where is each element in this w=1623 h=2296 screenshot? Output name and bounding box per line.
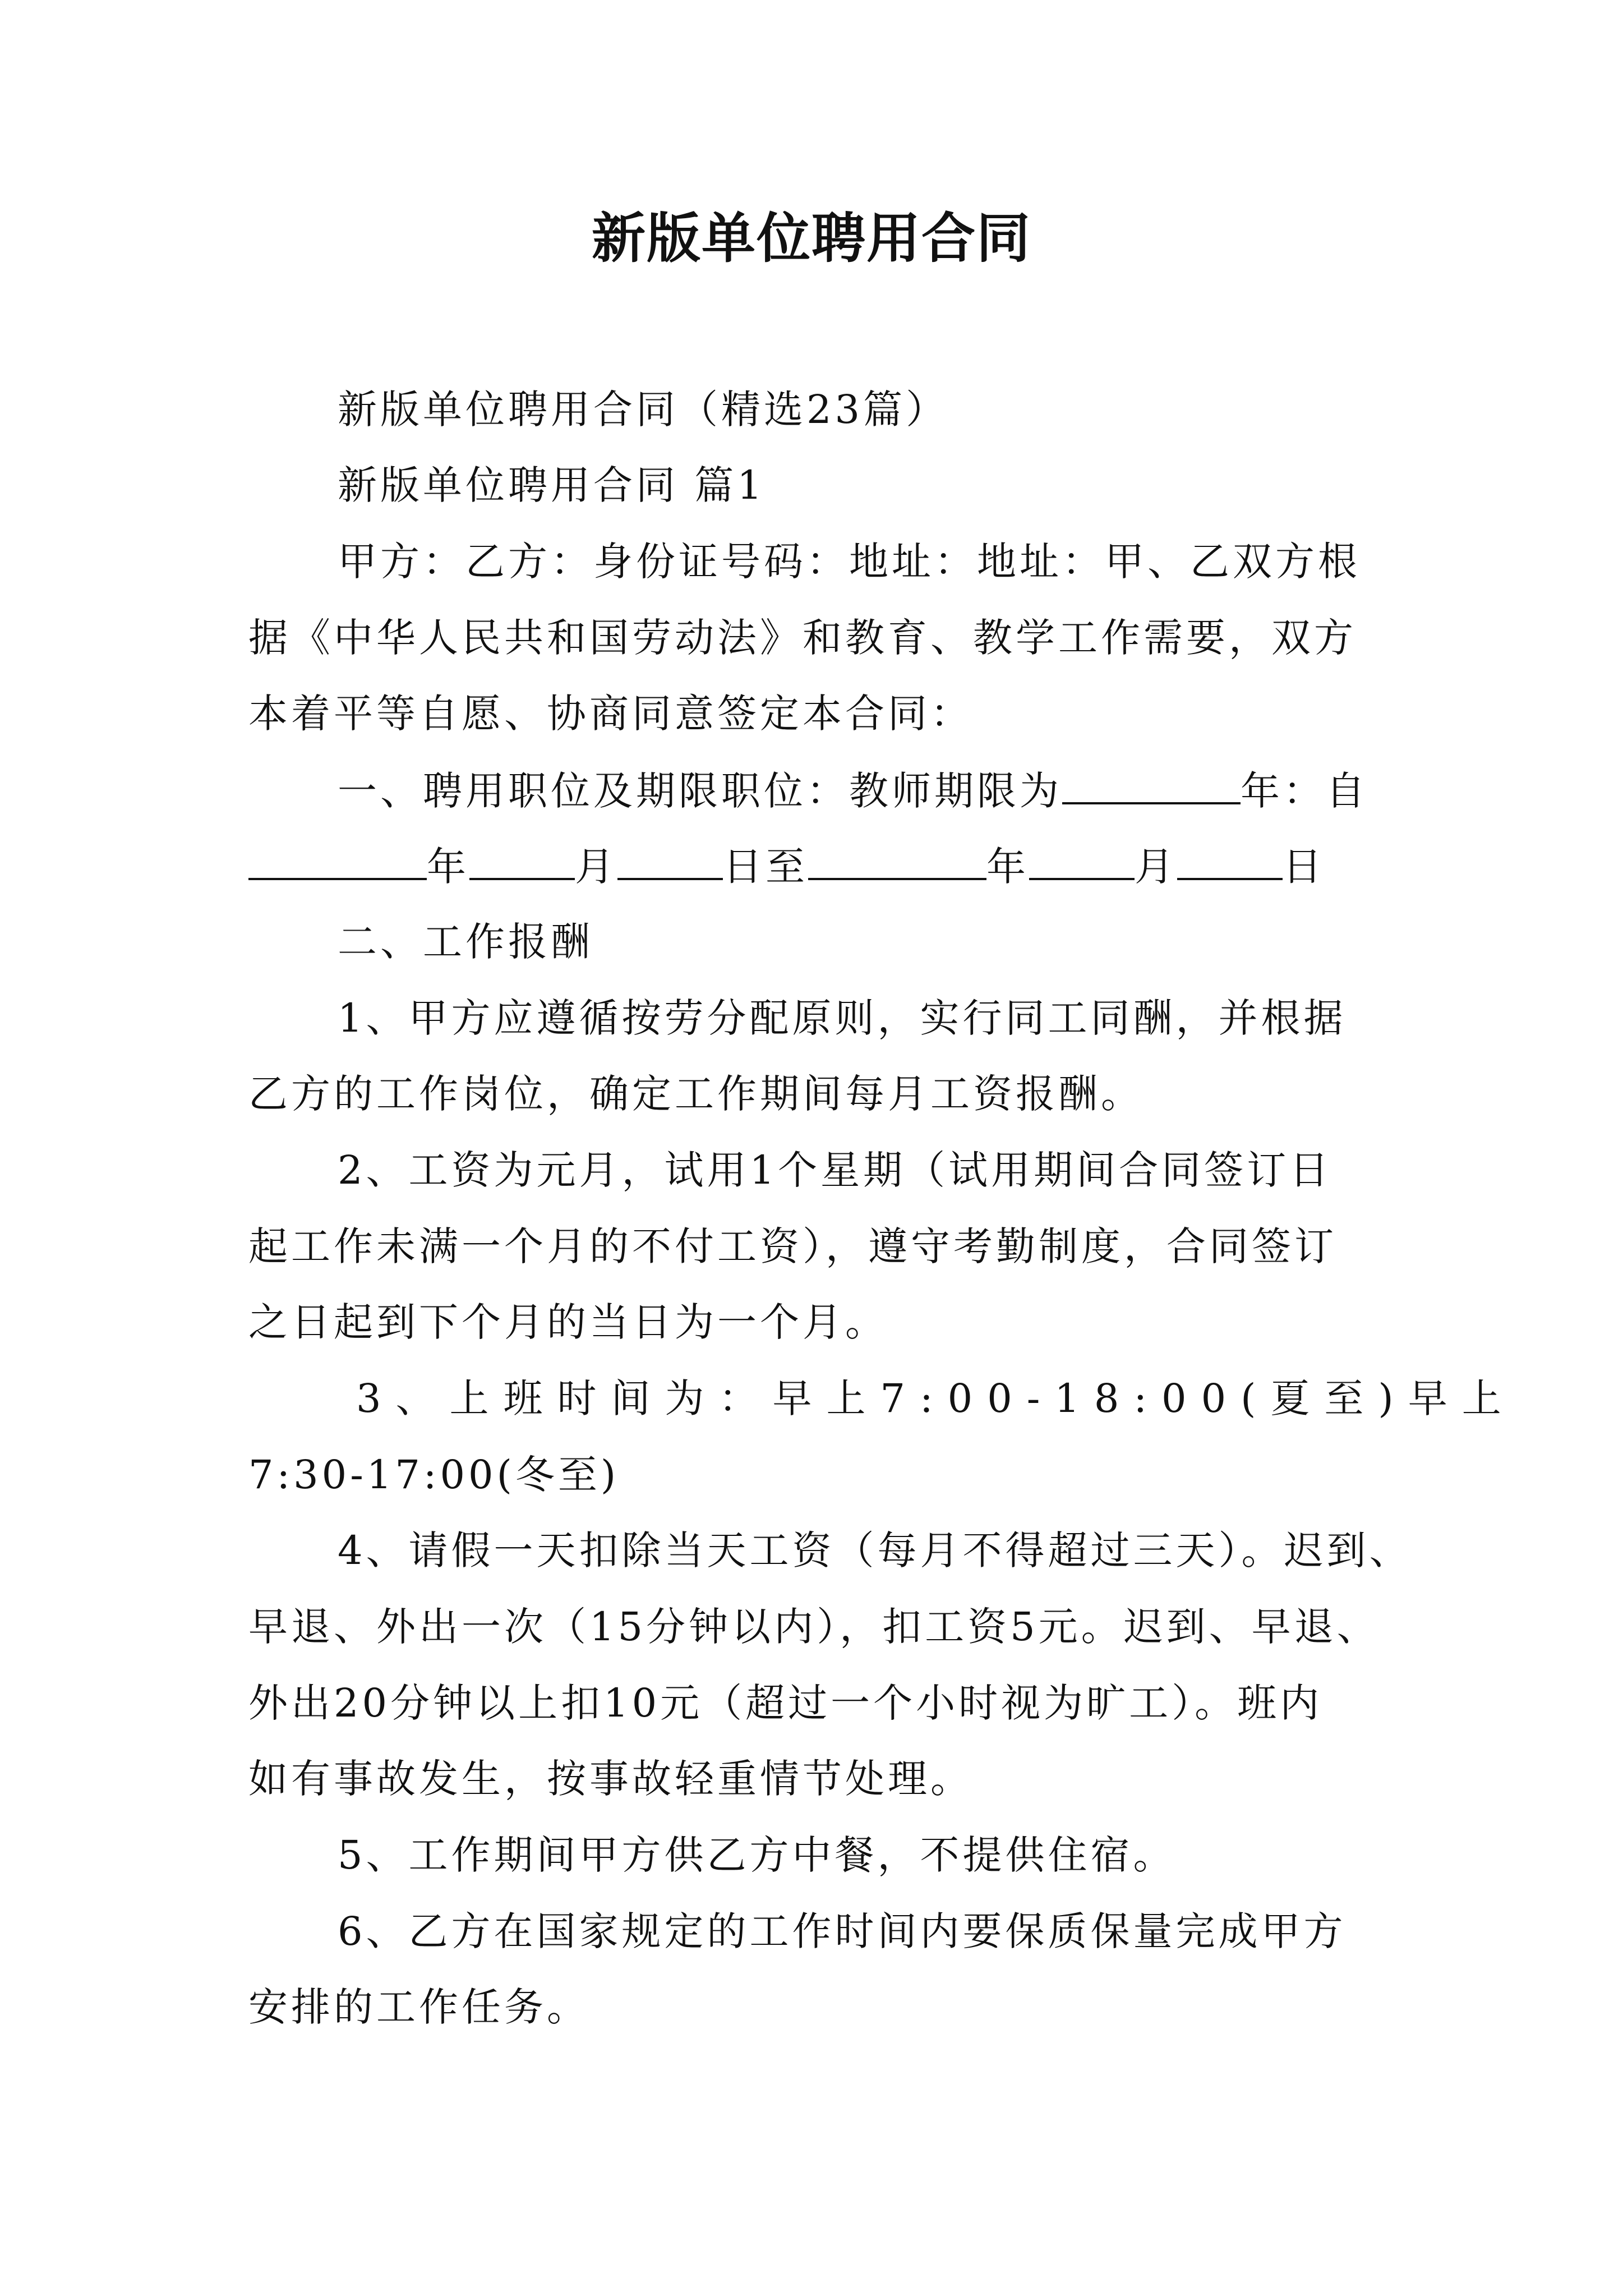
item5-line-1: 5、工作期间甲方供乙方中餐，不提供住宿。 [338, 1832, 1176, 1878]
document-subtitle: 新版单位聘用合同（精选23篇） [338, 386, 949, 432]
clause1-suffix: 年：自 [1241, 768, 1368, 814]
start-month-blank [469, 838, 575, 880]
intro-line-2: 据《中华人民共和国劳动法》和教育、教学工作需要，双方 [248, 615, 1357, 661]
end-month-label: 月 [1135, 844, 1177, 890]
clause1-line-2 [248, 838, 1325, 895]
clause1-line-1 [338, 762, 1368, 819]
start-day-label: 日至 [723, 844, 808, 890]
item4-line-3: 外出20分钟以上扣10元（超过一个小时视为旷工）。班内 [248, 1680, 1323, 1726]
intro-line-3: 本着平等自愿、协商同意签定本合同： [248, 691, 973, 737]
item1-line-2: 乙方的工作岗位，确定工作期间每月工资报酬。 [248, 1071, 1144, 1117]
end-year-label: 年 [986, 844, 1029, 890]
item2-line-3: 之日起到下个月的当日为一个月。 [248, 1299, 888, 1345]
clause1-prefix: 一、聘用职位及期限职位：教师期限为 [338, 768, 1062, 814]
end-year-blank [808, 838, 986, 880]
item2-line-2: 起工作未满一个月的不付工资），遵守考勤制度，合同签订 [248, 1223, 1337, 1269]
start-day-blank [617, 838, 723, 880]
end-day-blank [1177, 838, 1283, 880]
item4-line-2: 早退、外出一次（15分钟以内），扣工资5元。迟到、早退、 [248, 1604, 1380, 1650]
end-day-label: 日 [1283, 844, 1325, 890]
item3-line-2: 7:30-17:00(冬至) [248, 1452, 620, 1498]
item4-line-4: 如有事故发生，按事故轻重情节处理。 [248, 1756, 973, 1802]
start-month-label: 月 [575, 844, 617, 890]
item6-line-1: 6、乙方在国家规定的工作时间内要保质保量完成甲方 [338, 1908, 1347, 1954]
section-heading: 新版单位聘用合同 篇1 [338, 462, 766, 508]
clause2-heading: 二、工作报酬 [338, 919, 593, 965]
intro-line-1: 甲方：乙方：身份证号码：地址：地址：甲、乙双方根 [338, 539, 1361, 585]
document-title: 新版单位聘用合同 [592, 206, 1031, 270]
item3-line-1: 3、上班时间为：早上7:00-18:00(夏至)早上 [356, 1375, 1516, 1421]
start-year-label: 年 [427, 844, 469, 890]
item4-line-1: 4、请假一天扣除当天工资（每月不得超过三天）。迟到、 [338, 1527, 1412, 1573]
start-year-blank [248, 838, 427, 880]
term-years-blank [1062, 762, 1241, 804]
end-month-blank [1029, 838, 1135, 880]
item1-line-1: 1、甲方应遵循按劳分配原则，实行同工同酬，并根据 [338, 995, 1347, 1041]
item2-line-1: 2、工资为元月，试用1个星期（试用期间合同签订日 [338, 1147, 1332, 1193]
item6-line-2: 安排的工作任务。 [248, 1984, 589, 2030]
